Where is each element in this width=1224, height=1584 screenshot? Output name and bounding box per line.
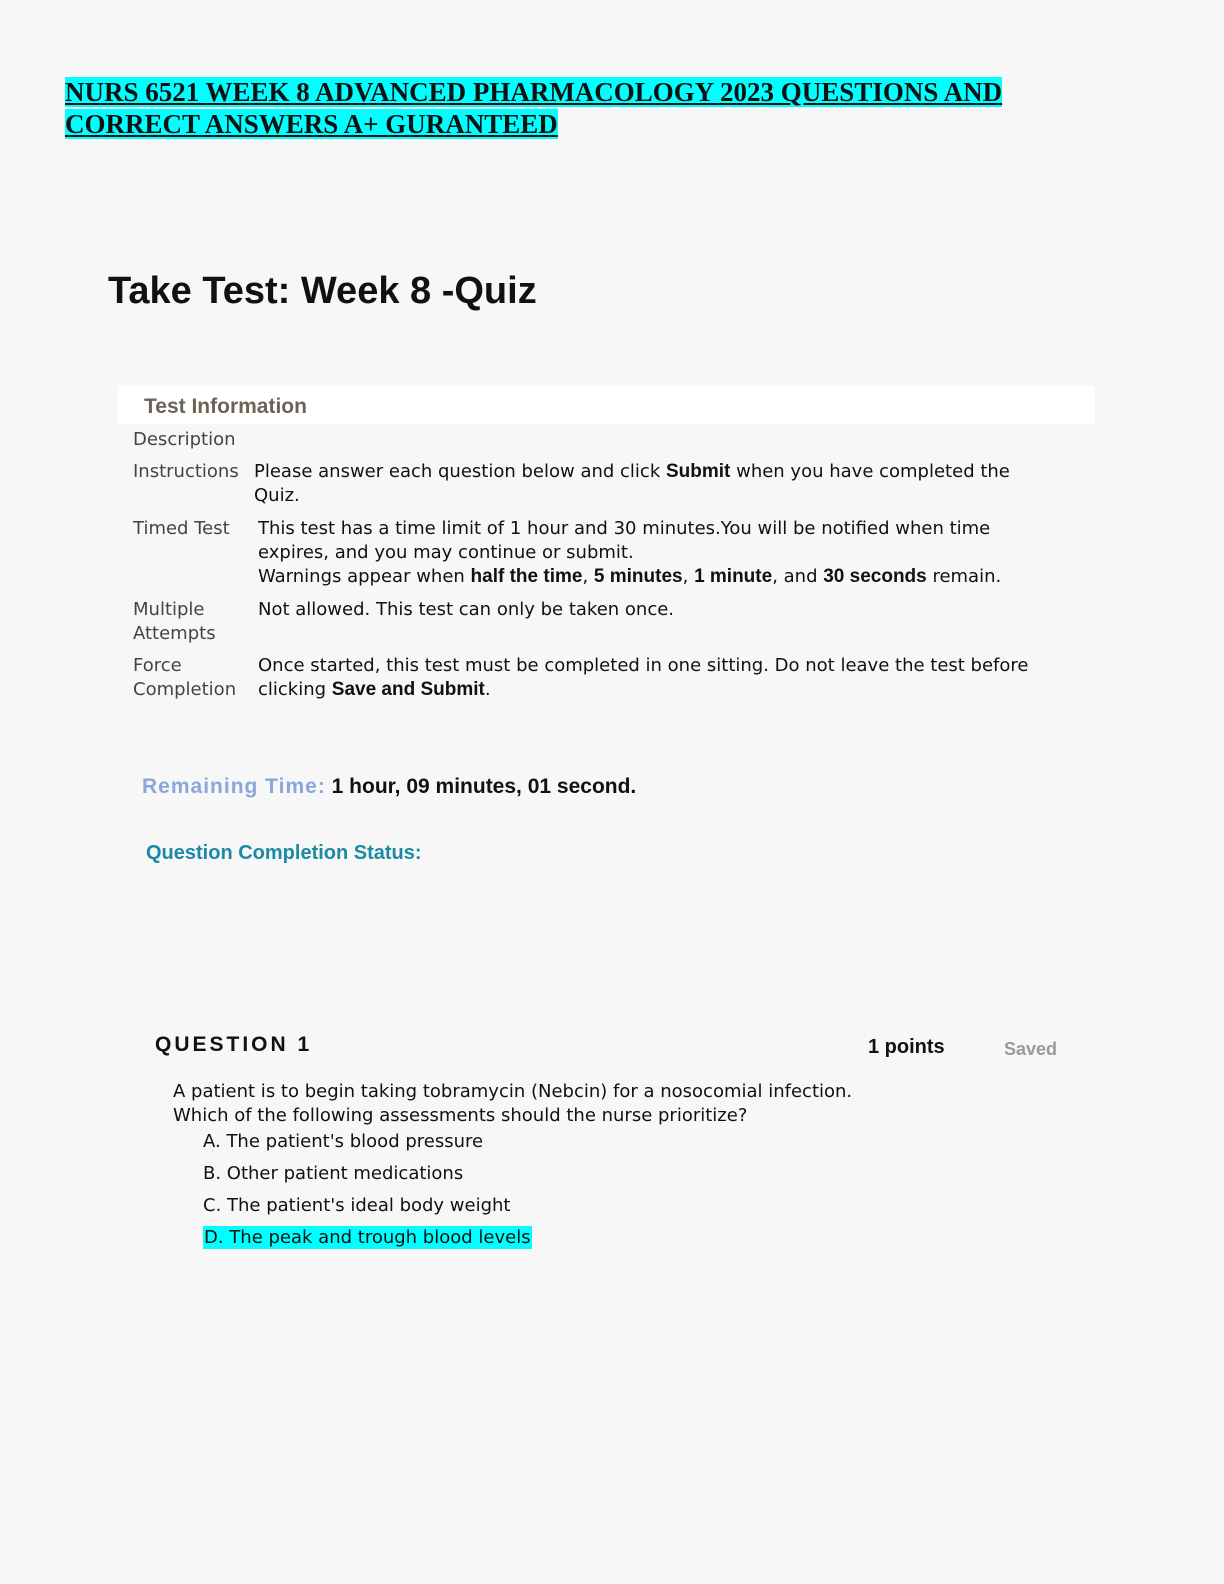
warning-sep-2: , — [682, 566, 695, 587]
warning-half-time: half the time — [470, 566, 583, 587]
force-save-submit-bold: Save and Submit — [331, 679, 485, 700]
answer-option-b-text: B. Other patient medications — [203, 1163, 464, 1184]
force-completion-text: Once started, this test must be completed in one sitting. Do not leave the test before clicking — [258, 655, 1029, 700]
warning-sep-1: , — [582, 566, 594, 587]
test-information-header — [118, 386, 1095, 424]
multiple-attempts-value: Not allowed. This test can only be taken once. — [258, 599, 675, 620]
question-saved-status: Saved — [1004, 1039, 1058, 1059]
page-title: Take Test: Week 8 -Quiz — [108, 270, 537, 312]
warning-sep-3: , and — [772, 566, 824, 587]
warning-30-seconds: 30 seconds — [823, 566, 927, 587]
answer-option-d[interactable] — [203, 1226, 532, 1258]
question-title: QUESTION 1 — [155, 1033, 313, 1056]
instructions-text-after: when you have completed the Quiz. — [254, 461, 1010, 506]
document-title — [65, 76, 1065, 140]
remaining-time-label: Remaining Time: — [142, 775, 326, 798]
timed-test-value — [258, 517, 1058, 589]
timed-test-line1: This test has a time limit of 1 hour and 30 minutes.You will be notified when time expires, and you may continue or submit. — [258, 518, 991, 563]
instructions-label: Instructions — [133, 461, 239, 482]
force-completion-value — [258, 654, 1058, 702]
remaining-time-value: 1 hour, 09 minutes, 01 second. — [331, 775, 637, 798]
warnings-prefix: Warnings appear when — [258, 566, 471, 587]
question-completion-status[interactable]: Question Completion Status: — [146, 842, 422, 864]
force-completion-end: . — [484, 679, 491, 700]
question-points: 1 points — [868, 1036, 945, 1058]
instructions-value — [254, 460, 1054, 508]
question-text: A patient is to begin taking tobramycin (Nebcin) for a nosocomial infection. Which of the following assessments should the nurse prioritize? — [173, 1081, 853, 1126]
test-information-title: Test Information — [144, 395, 307, 418]
answer-option-a-text: A. The patient's blood pressure — [203, 1131, 484, 1152]
instructions-text-before: Please answer each question below and click — [254, 461, 666, 482]
force-completion-label: Force Completion — [133, 655, 237, 700]
answer-option-d-text: D. The peak and trough blood levels — [204, 1227, 531, 1248]
answer-list — [203, 1130, 532, 1258]
answer-option-b[interactable] — [203, 1162, 532, 1194]
warnings-suffix: remain. — [926, 566, 1002, 587]
answer-option-a[interactable] — [203, 1130, 532, 1162]
answer-option-c-text: C. The patient's ideal body weight — [203, 1195, 511, 1216]
description-label: Description — [133, 429, 236, 450]
remaining-time — [142, 775, 636, 799]
multiple-attempts-label: Multiple Attempts — [133, 599, 216, 644]
document-title-text: NURS 6521 WEEK 8 ADVANCED PHARMACOLOGY 2023 QUESTIONS AND CORRECT ANSWERS A+ GURANTEED — [65, 77, 1003, 139]
timed-test-label: Timed Test — [133, 518, 230, 539]
instructions-submit-bold: Submit — [665, 461, 731, 482]
warning-1-minute: 1 minute — [694, 566, 773, 587]
warning-5-minutes: 5 minutes — [593, 566, 683, 587]
answer-option-c[interactable] — [203, 1194, 532, 1226]
